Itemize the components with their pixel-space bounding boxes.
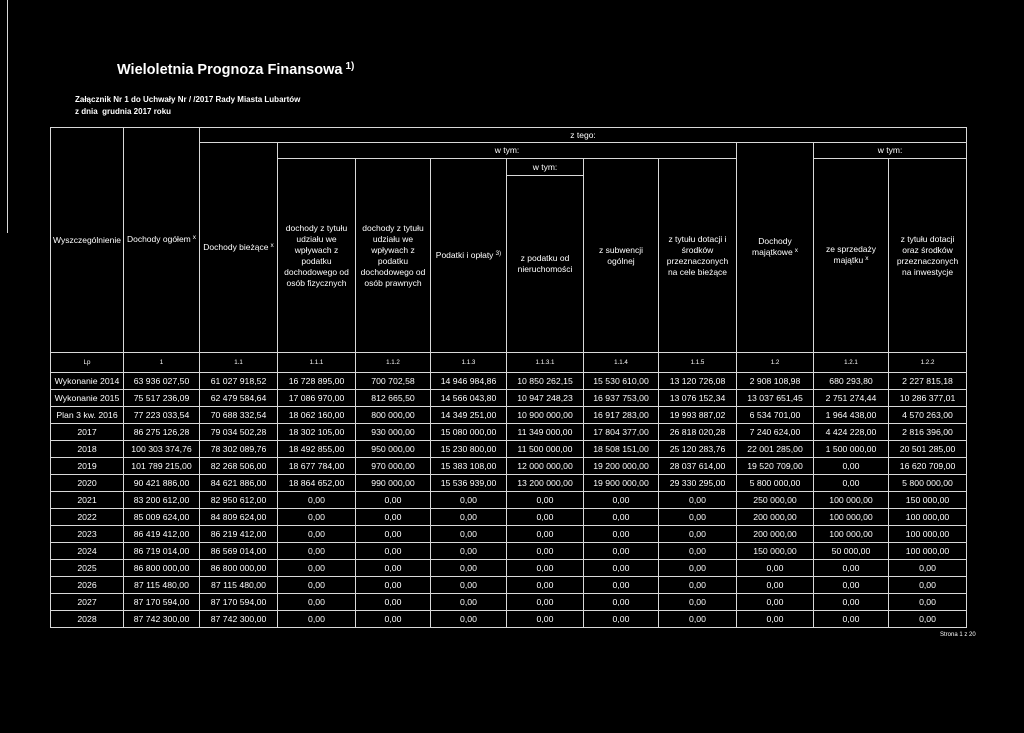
table-cell: 87 742 300,00: [124, 611, 200, 628]
table-cell: 13 076 152,34: [659, 390, 737, 407]
header-superscript: x: [270, 241, 274, 249]
table-cell: 87 170 594,00: [200, 594, 278, 611]
table-cell: 0,00: [584, 594, 659, 611]
table-cell: 2 751 274,44: [814, 390, 889, 407]
table-cell: 0,00: [507, 594, 584, 611]
table-cell: 82 950 612,00: [200, 492, 278, 509]
table-cell: 19 520 709,00: [737, 458, 814, 475]
table-cell: 17 086 970,00: [278, 390, 356, 407]
table-cell: 0,00: [507, 509, 584, 526]
table-cell: 0,00: [659, 509, 737, 526]
table-cell: 79 034 502,28: [200, 424, 278, 441]
table-cell: 200 000,00: [737, 509, 814, 526]
table-cell: 100 000,00: [814, 509, 889, 526]
table-cell: 86 719 014,00: [124, 543, 200, 560]
table-cell: 10 850 262,15: [507, 373, 584, 390]
table-cell: 15 230 800,00: [431, 441, 507, 458]
header-superscript: 3): [495, 249, 502, 257]
table-cell: 18 677 784,00: [278, 458, 356, 475]
row-label: 2027: [51, 594, 124, 611]
table-cell: 86 275 126,28: [124, 424, 200, 441]
table-cell: 0,00: [507, 492, 584, 509]
row-label: Plan 3 kw. 2016: [51, 407, 124, 424]
table-cell: 0,00: [431, 526, 507, 543]
table-cell: 0,00: [659, 560, 737, 577]
table-cell: 100 000,00: [889, 509, 967, 526]
row-label: 2022: [51, 509, 124, 526]
table-cell: 14 946 984,86: [431, 373, 507, 390]
subtitle-date: z dnia grudnia 2017 roku: [75, 107, 172, 116]
table-cell: 0,00: [814, 560, 889, 577]
table-row: [51, 577, 967, 594]
table-cell: 0,00: [507, 560, 584, 577]
header-dochody-majatkowe: [737, 143, 814, 353]
table-cell: 990 000,00: [356, 475, 431, 492]
lp-code: 1.1.3: [431, 353, 507, 373]
table-cell: 13 120 726,08: [659, 373, 737, 390]
table-cell: 0,00: [659, 594, 737, 611]
lp-code: 1.1.2: [356, 353, 431, 373]
table-cell: 6 534 701,00: [737, 407, 814, 424]
table-cell: 14 566 043,80: [431, 390, 507, 407]
table-cell: 0,00: [278, 526, 356, 543]
table-cell: 100 000,00: [814, 492, 889, 509]
table-cell: 4 424 228,00: [814, 424, 889, 441]
table-cell: 0,00: [278, 611, 356, 628]
table-cell: 62 479 584,64: [200, 390, 278, 407]
table-cell: 0,00: [889, 594, 967, 611]
table-cell: 0,00: [814, 611, 889, 628]
table-row: [51, 509, 967, 526]
header-label: dochody z tytułu udziału we wpływach z podatku dochodowego od osób fizycznych: [284, 222, 349, 288]
table-cell: 29 330 295,00: [659, 475, 737, 492]
table-row: [51, 424, 967, 441]
table-cell: 5 800 000,00: [889, 475, 967, 492]
table-cell: 90 421 886,00: [124, 475, 200, 492]
table-cell: 1 500 000,00: [814, 441, 889, 458]
table-cell: 0,00: [278, 509, 356, 526]
table-row: [51, 407, 967, 424]
table-cell: 4 570 263,00: [889, 407, 967, 424]
header-label: Dochody ogółem: [126, 234, 191, 244]
row-label: 2020: [51, 475, 124, 492]
lp-label: Lp: [51, 353, 124, 373]
table-cell: 700 702,58: [356, 373, 431, 390]
table-cell: 250 000,00: [737, 492, 814, 509]
table-cell: 0,00: [584, 509, 659, 526]
table-cell: 950 000,00: [356, 441, 431, 458]
table-header: [51, 128, 967, 373]
page-title: [117, 61, 354, 81]
table-cell: 0,00: [356, 509, 431, 526]
table-cell: 0,00: [584, 611, 659, 628]
table-cell: 86 800 000,00: [124, 560, 200, 577]
table-cell: 18 508 151,00: [584, 441, 659, 458]
table-cell: 12 000 000,00: [507, 458, 584, 475]
header-label: ze sprzedaży majątku: [825, 244, 877, 265]
table-cell: 5 800 000,00: [737, 475, 814, 492]
table-cell: 0,00: [737, 594, 814, 611]
table-cell: 0,00: [507, 526, 584, 543]
table-cell: 680 293,80: [814, 373, 889, 390]
table-cell: 0,00: [356, 543, 431, 560]
table-cell: 10 900 000,00: [507, 407, 584, 424]
table-cell: 18 864 652,00: [278, 475, 356, 492]
table-cell: 87 115 480,00: [124, 577, 200, 594]
table-cell: 800 000,00: [356, 407, 431, 424]
table-cell: 86 800 000,00: [200, 560, 278, 577]
table-cell: 0,00: [659, 611, 737, 628]
table-cell: 70 688 332,54: [200, 407, 278, 424]
table-cell: 0,00: [659, 492, 737, 509]
table-cell: 0,00: [356, 594, 431, 611]
table-cell: 0,00: [278, 492, 356, 509]
table-cell: 0,00: [737, 577, 814, 594]
lp-code: 1.1.4: [584, 353, 659, 373]
table-cell: 150 000,00: [737, 543, 814, 560]
lp-code: 1.1.5: [659, 353, 737, 373]
table-row: [51, 543, 967, 560]
table-cell: 19 900 000,00: [584, 475, 659, 492]
table-cell: 100 000,00: [889, 526, 967, 543]
table-cell: 100 303 374,76: [124, 441, 200, 458]
table-cell: 87 115 480,00: [200, 577, 278, 594]
table-cell: 0,00: [584, 526, 659, 543]
table-cell: 0,00: [659, 543, 737, 560]
table-cell: 2 227 815,18: [889, 373, 967, 390]
table-cell: 0,00: [507, 577, 584, 594]
table-cell: 78 302 089,76: [200, 441, 278, 458]
table-cell: 15 080 000,00: [431, 424, 507, 441]
table-cell: 812 665,50: [356, 390, 431, 407]
table-cell: 13 037 651,45: [737, 390, 814, 407]
row-label: 2021: [51, 492, 124, 509]
table-cell: 0,00: [507, 611, 584, 628]
table-cell: 18 492 855,00: [278, 441, 356, 458]
table-cell: 25 120 283,76: [659, 441, 737, 458]
row-label: 2018: [51, 441, 124, 458]
table-cell: 0,00: [356, 577, 431, 594]
header-dotacje-inwestycje: [889, 159, 967, 353]
table-cell: 14 349 251,00: [431, 407, 507, 424]
table-cell: 16 937 753,00: [584, 390, 659, 407]
table-cell: 0,00: [356, 492, 431, 509]
row-label: 2019: [51, 458, 124, 475]
row-label: 2026: [51, 577, 124, 594]
table-cell: 16 728 895,00: [278, 373, 356, 390]
table-cell: 0,00: [278, 560, 356, 577]
table-cell: 0,00: [431, 594, 507, 611]
table-cell: 22 001 285,00: [737, 441, 814, 458]
group-header-w-tym-biezace: w tym:: [278, 143, 737, 159]
header-wyszczegolnienie: [51, 128, 124, 353]
table-cell: 86 569 014,00: [200, 543, 278, 560]
table-cell: 0,00: [431, 611, 507, 628]
table-cell: 0,00: [507, 543, 584, 560]
header-label: dochody z tytułu udziału we wpływach z podatku dochodowego od osób prawnych: [360, 222, 426, 288]
table-cell: 15 383 108,00: [431, 458, 507, 475]
table-row: [51, 390, 967, 407]
table-cell: 0,00: [431, 560, 507, 577]
table-cell: 0,00: [814, 475, 889, 492]
table-cell: 63 936 027,50: [124, 373, 200, 390]
header-superscript: x: [865, 255, 869, 262]
header-podatek-nieruchomosci: [507, 176, 584, 353]
table-cell: 970 000,00: [356, 458, 431, 475]
table-cell: 84 809 624,00: [200, 509, 278, 526]
scan-edge-line: [7, 0, 8, 233]
table-cell: 13 200 000,00: [507, 475, 584, 492]
table-cell: 10 947 248,23: [507, 390, 584, 407]
table-cell: 0,00: [356, 526, 431, 543]
table-cell: 0,00: [889, 577, 967, 594]
table-cell: 16 917 283,00: [584, 407, 659, 424]
header-subwencja-ogolna: [584, 159, 659, 353]
row-label: 2025: [51, 560, 124, 577]
group-header-w-tym-podatki: w tym:: [507, 159, 584, 176]
lp-row: [51, 353, 967, 373]
table-cell: 0,00: [889, 611, 967, 628]
table-cell: 0,00: [431, 577, 507, 594]
header-row-1: [51, 128, 967, 143]
table-row: [51, 458, 967, 475]
table-cell: 87 170 594,00: [124, 594, 200, 611]
table-cell: 0,00: [737, 560, 814, 577]
header-label: Dochody bieżące: [203, 241, 269, 252]
table-cell: 0,00: [584, 492, 659, 509]
table-cell: 150 000,00: [889, 492, 967, 509]
row-label: 2024: [51, 543, 124, 560]
lp-code: 1: [124, 353, 200, 373]
table-cell: 0,00: [278, 577, 356, 594]
table-cell: 50 000,00: [814, 543, 889, 560]
table-cell: 0,00: [431, 509, 507, 526]
table-cell: 17 804 377,00: [584, 424, 659, 441]
table-cell: 84 621 886,00: [200, 475, 278, 492]
header-label: z tytułu dotacji oraz środków przeznaczonych na inwestycje: [896, 233, 959, 277]
table-cell: 85 009 624,00: [124, 509, 200, 526]
table-cell: 19 993 887,02: [659, 407, 737, 424]
table-cell: 2 816 396,00: [889, 424, 967, 441]
table-cell: 82 268 506,00: [200, 458, 278, 475]
lp-code: 1.2.2: [889, 353, 967, 373]
table-cell: 0,00: [584, 543, 659, 560]
table-cell: 0,00: [814, 458, 889, 475]
title-text: Wieloletnia Prognoza Finansowa: [117, 62, 343, 78]
table-cell: 0,00: [889, 560, 967, 577]
row-label: Wykonanie 2014: [51, 373, 124, 390]
header-label: z tytułu dotacji i środków przeznaczonych na cele bieżące: [666, 233, 729, 277]
table-cell: 19 200 000,00: [584, 458, 659, 475]
table-row: [51, 594, 967, 611]
table-cell: 75 517 236,09: [124, 390, 200, 407]
header-dochody-biezace: [200, 143, 278, 353]
lp-code: 1.1.1: [278, 353, 356, 373]
table-cell: 0,00: [356, 560, 431, 577]
header-label: Wyszczególnienie: [53, 234, 121, 245]
table-cell: 0,00: [584, 560, 659, 577]
page-number: Strona 1 z 20: [940, 632, 976, 638]
header-label: Podatki i opłaty: [435, 249, 494, 260]
table-cell: 200 000,00: [737, 526, 814, 543]
table-cell: 101 789 215,00: [124, 458, 200, 475]
table-cell: 100 000,00: [814, 526, 889, 543]
row-label: 2023: [51, 526, 124, 543]
header-dotacje-biezace: [659, 159, 737, 353]
header-label: z podatku od nieruchomości: [517, 253, 573, 274]
table-cell: 0,00: [737, 611, 814, 628]
header-dochody-ogolem: [124, 128, 200, 353]
table-cell: 26 818 020,28: [659, 424, 737, 441]
table-cell: 28 037 614,00: [659, 458, 737, 475]
table-cell: 930 000,00: [356, 424, 431, 441]
table-row: [51, 373, 967, 390]
table-cell: 2 908 108,98: [737, 373, 814, 390]
group-header-w-tym-majatkowe: w tym:: [814, 143, 967, 159]
table-cell: 0,00: [659, 577, 737, 594]
table-cell: 77 223 033,54: [124, 407, 200, 424]
table-cell: 0,00: [278, 594, 356, 611]
table-row: [51, 560, 967, 577]
table-cell: 0,00: [814, 594, 889, 611]
table-row: [51, 475, 967, 492]
table-cell: 0,00: [584, 577, 659, 594]
table-cell: 0,00: [278, 543, 356, 560]
table-cell: 16 620 709,00: [889, 458, 967, 475]
revenue-forecast-table: [50, 127, 967, 628]
header-cit-share: [356, 159, 431, 353]
table-cell: 0,00: [431, 543, 507, 560]
table-cell: 15 536 939,00: [431, 475, 507, 492]
header-pit-share: [278, 159, 356, 353]
lp-code: 1.1: [200, 353, 278, 373]
table-row: [51, 611, 967, 628]
group-header-z-tego: z tego:: [200, 128, 967, 143]
header-sprzedaz-majatku: [814, 159, 889, 353]
table-cell: 11 349 000,00: [507, 424, 584, 441]
table-row: [51, 526, 967, 543]
table-cell: 87 742 300,00: [200, 611, 278, 628]
table-cell: 18 062 160,00: [278, 407, 356, 424]
table-body: [51, 373, 967, 628]
table-cell: 15 530 610,00: [584, 373, 659, 390]
lp-code: 1.2: [737, 353, 814, 373]
table-cell: 61 027 918,52: [200, 373, 278, 390]
table-cell: 0,00: [814, 577, 889, 594]
table-cell: 10 286 377,01: [889, 390, 967, 407]
table-cell: 7 240 624,00: [737, 424, 814, 441]
table-cell: 0,00: [659, 526, 737, 543]
lp-code: 1.2.1: [814, 353, 889, 373]
table-cell: 100 000,00: [889, 543, 967, 560]
title-footnote-marker: 1): [345, 61, 355, 72]
table-cell: 86 219 412,00: [200, 526, 278, 543]
table-cell: 11 500 000,00: [507, 441, 584, 458]
lp-code: 1.1.3.1: [507, 353, 584, 373]
header-podatki-oplaty: [431, 159, 507, 353]
table-cell: 86 419 412,00: [124, 526, 200, 543]
table-cell: 18 302 105,00: [278, 424, 356, 441]
table-cell: 0,00: [356, 611, 431, 628]
header-superscript: x: [192, 234, 197, 241]
row-label: 2028: [51, 611, 124, 628]
row-label: 2017: [51, 424, 124, 441]
table-cell: 1 964 438,00: [814, 407, 889, 424]
subtitle-resolution: Załącznik Nr 1 do Uchwały Nr / /2017 Rady Miasta Lubartów: [75, 95, 301, 104]
header-superscript: x: [794, 247, 798, 254]
row-label: Wykonanie 2015: [51, 390, 124, 407]
table-cell: 20 501 285,00: [889, 441, 967, 458]
table-cell: 0,00: [431, 492, 507, 509]
header-label: z subwencji ogólnej: [599, 244, 643, 266]
table-cell: 83 200 612,00: [124, 492, 200, 509]
table-row: [51, 441, 967, 458]
header-label: Dochody majątkowe: [752, 236, 793, 257]
table-row: [51, 492, 967, 509]
